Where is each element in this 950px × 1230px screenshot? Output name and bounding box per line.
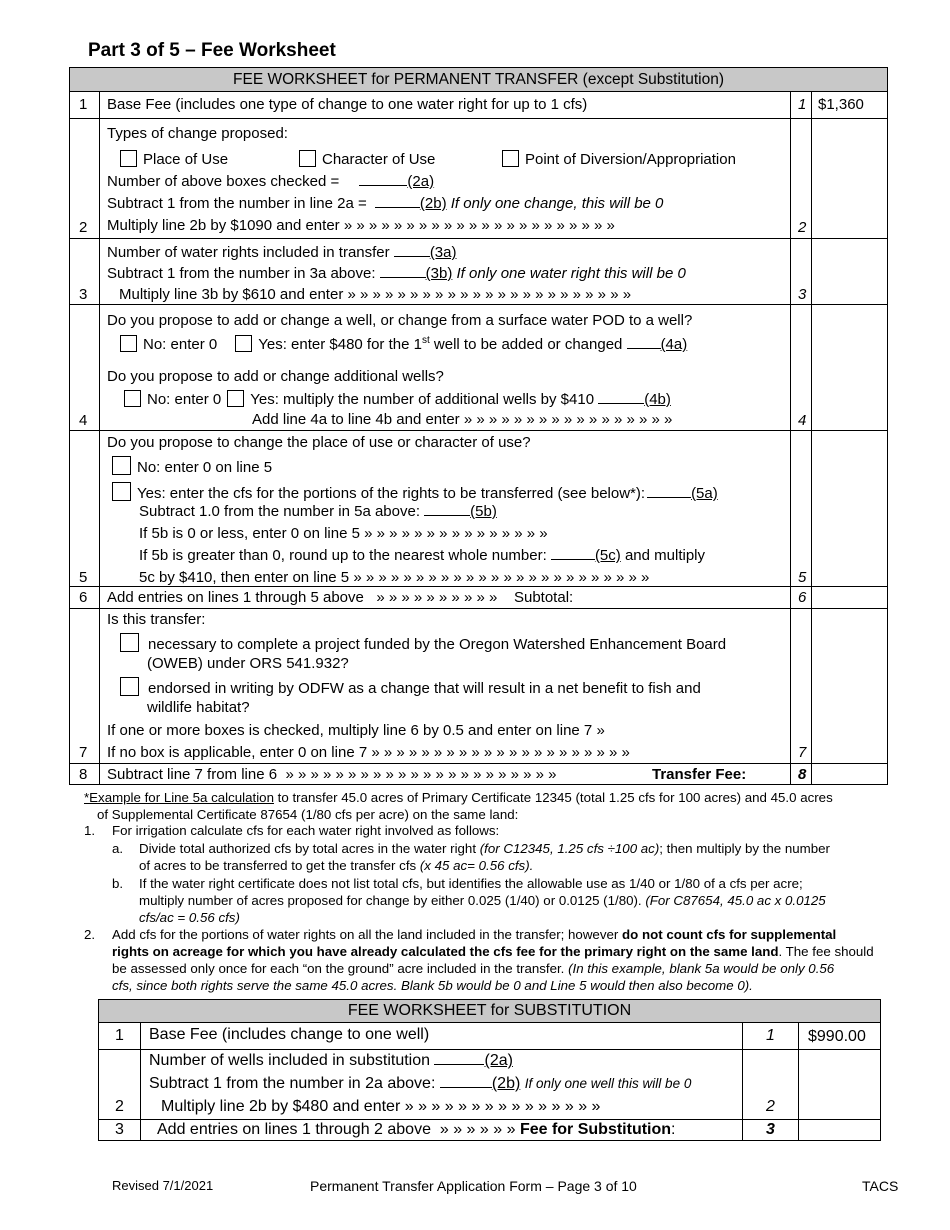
row-number: 1	[79, 96, 88, 113]
blank-3b[interactable]	[380, 277, 426, 278]
blank-4a[interactable]	[627, 348, 661, 349]
subtract-line: Subtract 1 from the number in line 2a = (2b) If only one change, this will be 0	[107, 195, 664, 212]
transfer-question: Is this transfer:	[107, 611, 206, 628]
footer-tacs: TACS	[862, 1178, 899, 1194]
fee-row-8	[70, 763, 887, 786]
blank-sub-2b[interactable]	[440, 1087, 492, 1088]
subtract-line: Subtract 1 from the number in 2a above: (2b) If only one well this will be 0	[149, 1075, 692, 1092]
base-fee-amount: $1,360	[818, 96, 864, 113]
if-none-line: If no box is applicable, enter 0 on line 7 » » » » » » » » » » » » » » » » » » » » »	[107, 744, 630, 761]
fee-row-2	[70, 118, 887, 239]
multiply-line: Multiply line 3b by $610 and enter » » » » » » » » » » » » » » » » » » » » » » »	[119, 286, 632, 303]
ref-4b: (4b)	[644, 391, 671, 408]
checkbox-character-of-use[interactable]: Character of Use	[299, 150, 435, 168]
line-ref: 3	[798, 286, 807, 303]
line-ref: 4	[798, 412, 807, 429]
checkbox[interactable]	[299, 150, 316, 167]
example-note: *Example for Line 5a calculation to transfer 45.0 acres of Primary Certificate 12345 (total 1.25 cfs for 100 acres) and 45.0 acres	[84, 790, 833, 805]
checkbox-no[interactable]	[120, 335, 137, 352]
substitution-base-fee: $990.00	[808, 1028, 866, 1045]
footer-revised: Revised 7/1/2021	[112, 1178, 214, 1193]
note-1b-letter: b.	[112, 876, 124, 891]
line-ref: 1	[798, 96, 807, 113]
line-ref: 5	[798, 569, 807, 586]
count-line: Number of wells included in substitution (2a)	[149, 1052, 513, 1069]
ref-5b: (5b)	[470, 503, 497, 520]
blank-5c[interactable]	[551, 559, 595, 560]
row-number: 7	[79, 744, 88, 761]
checkbox-no[interactable]	[112, 456, 131, 475]
line-ref: 7	[798, 744, 807, 761]
additional-wells-question: Do you propose to add or change additional wells?	[107, 368, 444, 385]
ref-2b: (2b)	[419, 195, 447, 212]
note-2-number: 2.	[84, 927, 96, 942]
multiply-line: 5c by $410, then enter on line 5 » » » » » » » » » » » » » » » » » » » » » » » »	[139, 569, 650, 586]
subtract-line: Subtract 1 from the number in 3a above: (3b) If only one water right this will be 0	[107, 265, 686, 282]
fee-row-6	[70, 586, 887, 609]
transfer-fee-label: Transfer Fee:	[652, 766, 747, 783]
ref-sub-2a: (2a)	[484, 1052, 513, 1069]
line-ref: 3	[766, 1121, 775, 1138]
page-title: Part 3 of 5 – Fee Worksheet	[88, 40, 336, 61]
row-number: 6	[79, 589, 88, 606]
checkbox-odfw[interactable]	[120, 677, 139, 696]
checkbox-yes[interactable]	[235, 335, 252, 352]
oweb-option: necessary to complete a project funded by the Oregon Watershed Enhancement Board	[120, 633, 726, 653]
line-ref: 1	[766, 1027, 775, 1044]
row-number: 1	[115, 1027, 124, 1044]
no-option: No: enter 0 on line 5	[112, 456, 272, 476]
fee-row-3	[70, 238, 887, 305]
substitution-fee-table	[98, 999, 881, 1141]
note-1a: Divide total authorized cfs by total acres in the water right (for C12345, 1.25 cfs ÷100 ac); then multiply by the number of acres to be transferred to get the transfer cfs (x 45 ac= 0.56 cfs).	[139, 841, 830, 873]
transfer-fee-line: Subtract line 7 from line 6 » » » » » » » » » » » » » » » » » » » » » »	[107, 766, 557, 783]
blank-2a[interactable]	[359, 185, 407, 186]
sub-row-1	[99, 1022, 880, 1049]
if-zero-line: If 5b is 0 or less, enter 0 on line 5 » » » » » » » » » » » » » » »	[139, 525, 548, 542]
well-options: No: enter 0 Yes: enter $480 for the 1st well to be added or changed (4a)	[120, 335, 687, 353]
count-line: Number of water rights included in transfer (3a)	[107, 244, 457, 261]
sub-row-3	[99, 1119, 880, 1142]
fee-for-substitution-line: Add entries on lines 1 through 2 above » » » » » » Fee for Substitution:	[157, 1121, 676, 1138]
note-1: For irrigation calculate cfs for each water right involved as follows:	[112, 823, 500, 838]
checkbox[interactable]	[502, 150, 519, 167]
row-number: 2	[79, 219, 88, 236]
checkbox-no[interactable]	[124, 390, 141, 407]
ref-5c: (5c)	[594, 547, 621, 564]
oweb-option-cont: (OWEB) under ORS 541.932?	[147, 655, 349, 672]
ref-3b: (3b)	[425, 265, 453, 282]
yes-option: Yes: enter the cfs for the portions of the rights to be transferred (see below*): (5a)	[112, 482, 718, 502]
checkbox-place-of-use[interactable]: Place of Use	[120, 150, 228, 168]
note-1a-letter: a.	[112, 841, 124, 856]
line-ref: 2	[766, 1098, 775, 1115]
row-number: 8	[79, 766, 88, 783]
if-checked-line: If one or more boxes is checked, multiply line 6 by 0.5 and enter on line 7 »	[107, 722, 605, 739]
fee-row-1	[70, 91, 887, 118]
blank-3a[interactable]	[394, 256, 430, 257]
note-1-number: 1.	[84, 823, 96, 838]
types-title: Types of change proposed:	[107, 125, 288, 142]
row-number: 2	[115, 1098, 124, 1115]
blank-2b[interactable]	[375, 207, 420, 208]
checkbox[interactable]	[120, 150, 137, 167]
ref-3a: (3a)	[429, 244, 457, 261]
checkbox-point-of-diversion[interactable]: Point of Diversion/Appropriation	[502, 150, 736, 168]
ref-4a: (4a)	[660, 336, 688, 353]
row-number: 3	[79, 286, 88, 303]
if-more-line: If 5b is greater than 0, round up to the nearest whole number: (5c) and multiply	[139, 547, 705, 564]
row-number: 3	[115, 1121, 124, 1138]
checkbox-oweb[interactable]	[120, 633, 139, 652]
table-header: FEE WORKSHEET for PERMANENT TRANSFER (except Substitution)	[70, 68, 887, 92]
footer-page: Permanent Transfer Application Form – Page 3 of 10	[310, 1178, 637, 1194]
add-line: Add line 4a to line 4b and enter » » » » » » » » » » » » » » » » »	[252, 411, 673, 428]
line-ref: 2	[798, 219, 807, 236]
odfw-option-cont: wildlife habitat?	[147, 699, 250, 716]
multiply-line: Multiply line 2b by $480 and enter » » » » » » » » » » » » » » »	[161, 1098, 601, 1115]
additional-wells-options: No: enter 0 Yes: multiply the number of additional wells by $410 (4b)	[124, 390, 671, 408]
permanent-transfer-fee-table	[69, 67, 888, 785]
row-number: 4	[79, 412, 88, 429]
line-ref: 8	[798, 766, 807, 783]
blank-4b[interactable]	[598, 403, 644, 404]
checkbox-yes[interactable]	[227, 390, 244, 407]
ref-2a: (2a)	[407, 173, 435, 190]
note-1b: If the water right certificate does not list total cfs, but identifies the allowable use as 1/40 or 1/80 of a cfs per acre; multiply number of acres proposed for change by either 0.025 (1/40) or 0.0125 (1/80). (For C87654, 45.0 ac x 0.0125 cfs/ac = 0.56 cfs)	[139, 876, 826, 925]
checkbox-yes[interactable]	[112, 482, 131, 501]
row-text: Base Fee (includes one type of change to one water right for up to 1 cfs)	[107, 96, 588, 113]
example-note-cont: of Supplemental Certificate 87654 (1/80 cfs per acre) on the same land:	[97, 807, 519, 822]
place-use-question: Do you propose to change the place of use or character of use?	[107, 434, 531, 451]
fee-row-4	[70, 304, 887, 431]
multiply-line: Multiply line 2b by $1090 and enter » » » » » » » » » » » » » » » » » » » » » »	[107, 217, 615, 234]
table-header: FEE WORKSHEET for SUBSTITUTION	[99, 1000, 880, 1023]
ref-5a: (5a)	[691, 485, 718, 502]
note-2: Add cfs for the portions of water rights on all the land included in the transfer; however do not count cfs for supplemental rights on acreage for which you have already calculated the cfs fee for the primary right on the same land. The fee should be assessed only once for each “on the ground” acre included in the transfer. (In this example, blank 5a would be only 0.56 cfs, since both rights serve the same 45.0 acres. Blank 5b would be 0 and Line 5 would then also become 0).	[112, 927, 874, 993]
row-number: 5	[79, 569, 88, 586]
count-line: Number of above boxes checked = (2a)	[107, 173, 435, 190]
sub-row-2	[99, 1049, 880, 1120]
well-question: Do you propose to add or change a well, or change from a surface water POD to a well?	[107, 312, 693, 329]
fee-row-7	[70, 608, 887, 764]
line-ref: 6	[798, 589, 807, 606]
blank-5a[interactable]	[647, 497, 691, 498]
blank-sub-2a[interactable]	[434, 1064, 484, 1065]
subtotal-line: Add entries on lines 1 through 5 above » » » » » » » » » » Subtotal:	[107, 589, 574, 606]
ref-sub-2b: (2b)	[491, 1075, 521, 1092]
odfw-option: endorsed in writing by ODFW as a change that will result in a net benefit to fish and	[120, 677, 701, 697]
row-text: Base Fee (includes change to one well)	[149, 1026, 430, 1043]
subtract-line: Subtract 1.0 from the number in 5a above: (5b)	[139, 503, 497, 520]
blank-5b[interactable]	[424, 515, 470, 516]
fee-row-5	[70, 430, 887, 587]
